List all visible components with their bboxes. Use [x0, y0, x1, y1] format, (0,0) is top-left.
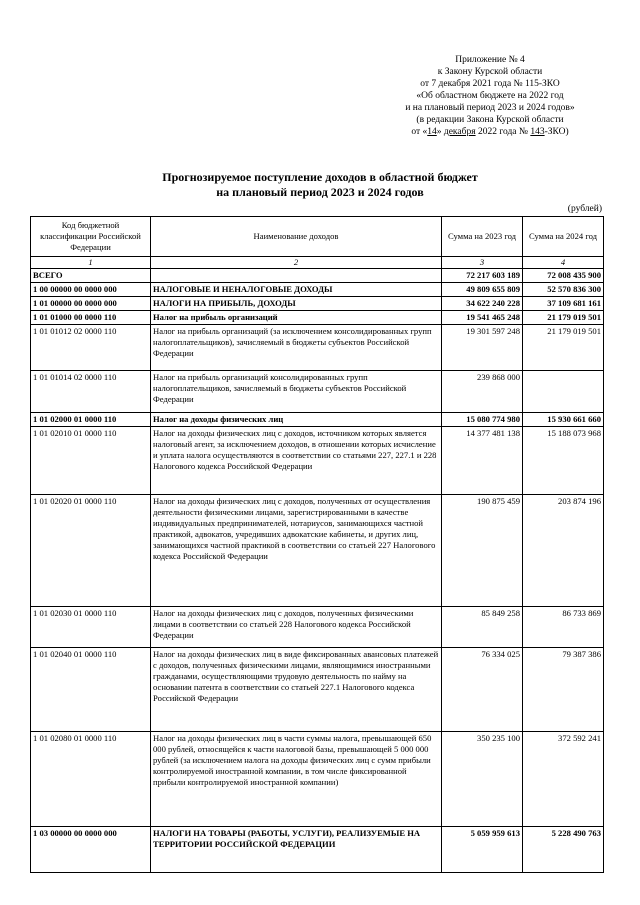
table-row	[31, 648, 604, 732]
code-cell: 1 01 02020 01 0000 110	[31, 495, 151, 607]
sum-2023-cell: 19 301 597 248	[442, 325, 523, 371]
table-row	[31, 283, 604, 297]
sum-2023-cell: 34 622 240 228	[442, 297, 523, 311]
name-cell: Налог на доходы физических лиц с доходов, полученных от осуществления деятельности физическими лицами, зарегистрированными в качестве индивидуальных предпринимателей, нотариусов, занимающихся частной практикой, адвокатов, учредивших адвокатские кабинеты, и других лиц, занимающихся частной практикой в соответствии со статьей 227 Налогового кодекса Российской Федерации	[151, 495, 442, 607]
header-code: Код бюджетной классификации Российской Федерации	[31, 217, 151, 257]
code-cell: ВСЕГО	[31, 269, 151, 283]
sum-2024-cell: 21 179 019 501	[523, 311, 604, 325]
name-cell: НАЛОГИ НА ПРИБЫЛЬ, ДОХОДЫ	[151, 297, 442, 311]
sum-2023-cell: 15 080 774 980	[442, 413, 523, 427]
index-cell: 1	[31, 257, 151, 269]
header-name: Наименование доходов	[151, 217, 442, 257]
index-cell: 2	[151, 257, 442, 269]
index-cell: 4	[523, 257, 604, 269]
sum-2024-cell: 86 733 869	[523, 607, 604, 648]
sum-2023-cell: 239 868 000	[442, 371, 523, 413]
sum-2024-cell: 52 570 836 300	[523, 283, 604, 297]
sum-2023-cell: 14 377 481 138	[442, 427, 523, 495]
appendix-line: Приложение № 4	[455, 55, 525, 65]
sum-2024-cell: 5 228 490 763	[523, 827, 604, 873]
name-cell: Налог на прибыль организаций	[151, 311, 442, 325]
table-row	[31, 827, 604, 873]
name-cell: Налог на прибыль организаций консолидированных групп налогоплательщиков, зачисляемый в бюджеты субъектов Российской Федерации	[151, 371, 442, 413]
name-cell: НАЛОГОВЫЕ И НЕНАЛОГОВЫЕ ДОХОДЫ	[151, 283, 442, 297]
name-cell: НАЛОГИ НА ТОВАРЫ (РАБОТЫ, УСЛУГИ), РЕАЛИЗУЕМЫЕ НА ТЕРРИТОРИИ РОССИЙСКОЙ ФЕДЕРАЦИИ	[151, 827, 442, 873]
code-cell: 1 01 01012 02 0000 110	[31, 325, 151, 371]
appendix-line: (в редакции Закона Курской области	[416, 115, 564, 125]
index-cell: 3	[442, 257, 523, 269]
sum-2024-cell: 15 188 073 968	[523, 427, 604, 495]
sum-2024-cell: 79 387 386	[523, 648, 604, 732]
table-header-row	[31, 217, 604, 257]
code-cell: 1 00 00000 00 0000 000	[31, 283, 151, 297]
sum-2023-cell: 190 875 459	[442, 495, 523, 607]
appendix-header	[380, 54, 600, 138]
appendix-line: «Об областном бюджете на 2022 год	[416, 91, 564, 101]
table-row	[31, 297, 604, 311]
name-cell: Налог на доходы физических лиц в части суммы налога, превышающей 650 000 рублей, относящейся к части налоговой базы, превышающей 5 000 000 рублей (за исключением налога на доходы физических лиц с сумм прибыли контролируемой иностранной компании, в том числе фиксированной прибыли контролируемой иностранной компании)	[151, 732, 442, 827]
name-cell: Налог на доходы физических лиц с доходов, полученных физическими лицами в соответствии со статьей 228 Налогового кодекса Российской Федерации	[151, 607, 442, 648]
name-cell: Налог на доходы физических лиц с доходов, источником которых является налоговый агент, за исключением доходов, в отношении которых исчисление и уплата налога осуществляются в соответствии со статьями 227, 227.1 и 228 Налогового кодекса Российской Федерации	[151, 427, 442, 495]
sum-2023-cell: 5 059 959 613	[442, 827, 523, 873]
code-cell: 1 01 01014 02 0000 110	[31, 371, 151, 413]
sum-2023-cell: 350 235 100	[442, 732, 523, 827]
appendix-line: от 7 декабря 2021 года № 115-ЗКО	[420, 79, 560, 89]
sum-2023-cell: 76 334 025	[442, 648, 523, 732]
table-row	[31, 311, 604, 325]
sum-2024-cell: 21 179 019 501	[523, 325, 604, 371]
code-cell: 1 01 02030 01 0000 110	[31, 607, 151, 648]
name-cell: Налог на доходы физических лиц	[151, 413, 442, 427]
sum-2023-cell: 85 849 258	[442, 607, 523, 648]
code-cell: 1 03 00000 00 0000 000	[31, 827, 151, 873]
appendix-line: к Закону Курской области	[437, 67, 543, 77]
sum-2024-cell: 72 008 435 900	[523, 269, 604, 283]
sum-2023-cell: 72 217 603 189	[442, 269, 523, 283]
sum-2024-cell	[523, 371, 604, 413]
page-title: Прогнозируемое поступление доходов в областной бюджет на плановый период 2023 и 2024 годов	[162, 170, 478, 199]
appendix-line: и на плановый период 2023 и 2024 годов»	[405, 103, 575, 113]
header-sum-2024: Сумма на 2024 год	[523, 217, 604, 257]
table-row	[31, 269, 604, 283]
name-cell: Налог на доходы физических лиц в виде фиксированных авансовых платежей с доходов, полученных физическими лицами, являющимися иностранными гражданами, осуществляющими трудовую деятельность по найму на основании патента в соответствии со статьей 227.1 Налогового кодекса Российской Федерации	[151, 648, 442, 732]
name-cell: Налог на прибыль организаций (за исключением консолидированных групп налогоплательщиков), зачисляемый в бюджеты субъектов Российской Федерации	[151, 325, 442, 371]
income-table	[30, 216, 604, 873]
units-label: (рублей)	[567, 204, 602, 214]
sum-2024-cell: 203 874 196	[523, 495, 604, 607]
code-cell: 1 01 02010 01 0000 110	[31, 427, 151, 495]
code-cell: 1 01 02000 01 0000 110	[31, 413, 151, 427]
header-sum-2023: Сумма на 2023 год	[442, 217, 523, 257]
code-cell: 1 01 02040 01 0000 110	[31, 648, 151, 732]
table-row	[31, 732, 604, 827]
table-row	[31, 413, 604, 427]
code-cell: 1 01 01000 00 0000 110	[31, 311, 151, 325]
table-row	[31, 371, 604, 413]
table-row	[31, 607, 604, 648]
table-row	[31, 427, 604, 495]
code-cell: 1 01 02080 01 0000 110	[31, 732, 151, 827]
table-row	[31, 325, 604, 371]
sum-2024-cell: 372 592 241	[523, 732, 604, 827]
name-cell	[151, 269, 442, 283]
table-index-row	[31, 257, 604, 269]
sum-2023-cell: 19 541 465 248	[442, 311, 523, 325]
sum-2024-cell: 15 930 661 660	[523, 413, 604, 427]
appendix-edition-line: от «14» декабря 2022 года № 143-ЗКО)	[411, 127, 569, 137]
sum-2023-cell: 49 809 655 809	[442, 283, 523, 297]
table-row	[31, 495, 604, 607]
sum-2024-cell: 37 109 681 161	[523, 297, 604, 311]
code-cell: 1 01 00000 00 0000 000	[31, 297, 151, 311]
